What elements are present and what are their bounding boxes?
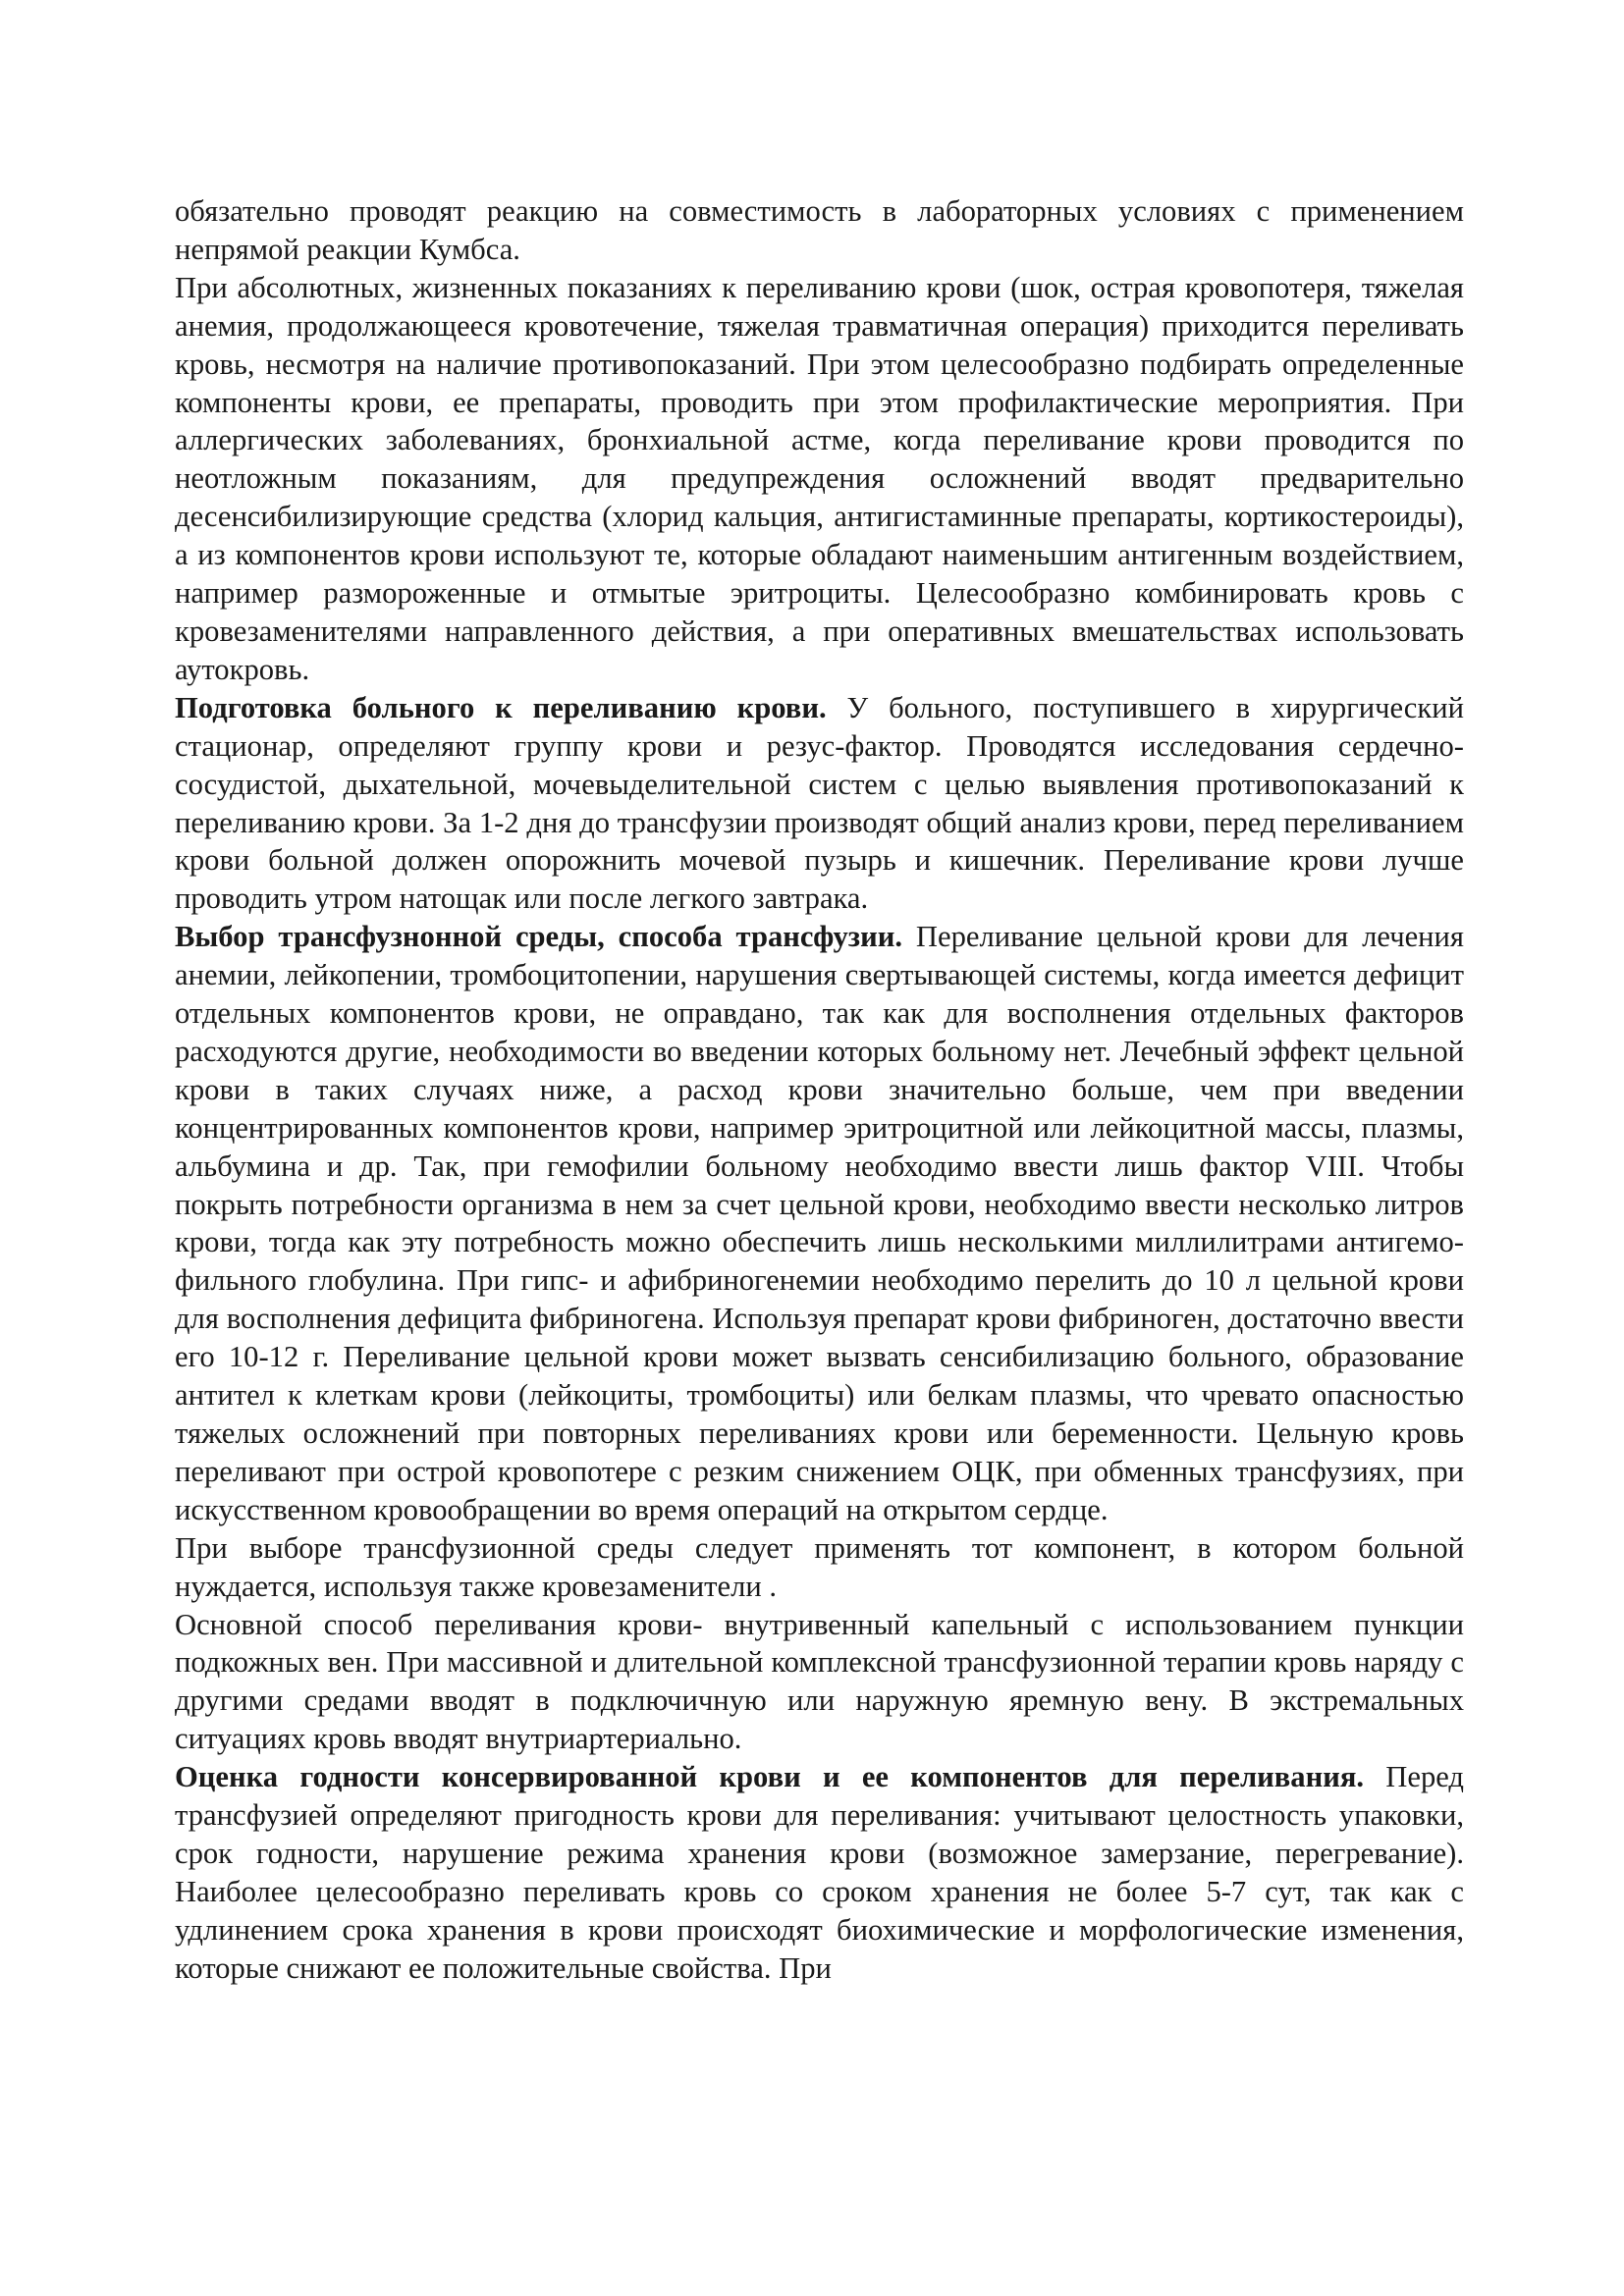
paragraph-text: обязательно проводят реакцию на совместимость в лабораторных условиях с применением непрямой реакции Кумбса. — [175, 194, 1464, 266]
paragraph-text: Перед трансфузией определяют пригодность крови для переливания: учитывают целостность упаковки, срок годности, нарушение режима хранения крови (возможное замерзание, перегревание). Наиболее целесообразно переливать кровь со сроком хранения не более 5-7 сут, так как с удлинением срока хранения в крови происходят биохимические и морфологические изменения, которые снижают ее положительные свойства. При — [175, 1760, 1464, 1985]
paragraph-absolute-indications — [175, 269, 1464, 689]
paragraph-text: При выборе трансфузионной среды следует применять тот компонент, в котором больной нуждается, используя также кровезаменители . — [175, 1530, 1464, 1603]
document-page — [175, 192, 1464, 1988]
paragraph-medium-selection — [175, 918, 1464, 1529]
paragraph-blood-suitability — [175, 1758, 1464, 1987]
paragraph-text: Переливание цельной крови для лечения анемии, лейкопении, тромбоцитопении, нарушения свертывающей системы, когда имеется дефицит отдельных компонентов крови, не оправдано, так как для восполнения отдельных факторов расходуются другие, необходимости во введении которых больному нет. Лечебный эффект цельной крови в таких случаях ниже, а расход крови значительно больше, чем при введении концентрированных компонентов крови, например эритроцитной или лейкоцитной массы, плазмы, альбумина и др. Так, при гемофилии больному необходимо ввести лишь фактор VIII. Чтобы покрыть потребности организма в нем за счет цельной крови, необходимо ввести несколько литров крови, тогда как эту потребность можно обеспечить лишь несколькими миллилитрами антигемо-фильного глобулина. При гипс- и афибриногенемии необходимо перелить до 10 л цельной крови для восполнения дефицита фибриногена. Используя препарат крови фибриноген, достаточно ввести его 10-12 г. Переливание цельной крови может вызвать сенсибилизацию больного, образование антител к клеткам крови (лейкоциты, тромбоциты) или белкам плазмы, что чревато опасностью тяжелых осложнений при повторных переливаниях крови или беременности. Цельную кровь переливают при острой кровопотере с резким снижением ОЦК, при обменных трансфузиях, при искусственном кровообращении во время операций на открытом сердце. — [175, 920, 1464, 1526]
paragraph-patient-preparation — [175, 689, 1464, 918]
section-heading-patient-preparation: Подготовка больного к переливанию крови. — [175, 690, 827, 724]
paragraph-component-choice — [175, 1529, 1464, 1606]
paragraph-text: Основной способ переливания крови- внутривенный капельный с использованием пункции подкожных вен. При массивной и длительной комплексной трансфузионной терапии кровь наряду с другими средами вводят в подключичную или наружную яремную вену. В экстремальных ситуациях кровь вводят внутриартериально. — [175, 1607, 1464, 1756]
paragraph-text: У больного, поступившего в хирургический стационар, определяют группу крови и резус-фактор. Проводятся исследования сердечно-сосудистой, дыхательной, мочевыделительной систем с целью выявления противопоказаний к переливанию крови. За 1-2 дня до трансфузии производят общий анализ крови, перед переливанием крови больной должен опорожнить мочевой пузырь и кишечник. Переливание крови лучше проводить утром натощак или после легкого завтрака. — [175, 690, 1464, 916]
paragraph-transfusion-method — [175, 1606, 1464, 1759]
paragraph-text: При абсолютных, жизненных показаниях к переливанию крови (шок, острая кровопотеря, тяжелая анемия, продолжающееся кровотечение, тяжелая травматичная операция) приходится переливать кровь, несмотря на наличие противопоказаний. При этом целесообразно подбирать определенные компоненты крови, ее препараты, проводить при этом профилактические мероприятия. При аллергических заболеваниях, бронхиальной астме, когда переливание крови проводится по неотложным показаниям, для предупреждения осложнений вводят предварительно десенсибилизирующие средства (хлорид кальция, антигистаминные препараты, кортикостероиды), а из компонентов крови используют те, которые обладают наименьшим антигенным воздействием, например размороженные и отмытые эритроциты. Целесообразно комбинировать кровь с кровезаменителями направленного действия, а при оперативных вмешательствах использовать аутокровь. — [175, 270, 1464, 686]
section-heading-blood-suitability: Оценка годности консервированной крови и ее компонентов для переливания. — [175, 1760, 1365, 1794]
paragraph-compatibility-test — [175, 192, 1464, 269]
section-heading-medium-selection: Выбор трансфузнонной среды, способа трансфузии. — [175, 920, 902, 954]
